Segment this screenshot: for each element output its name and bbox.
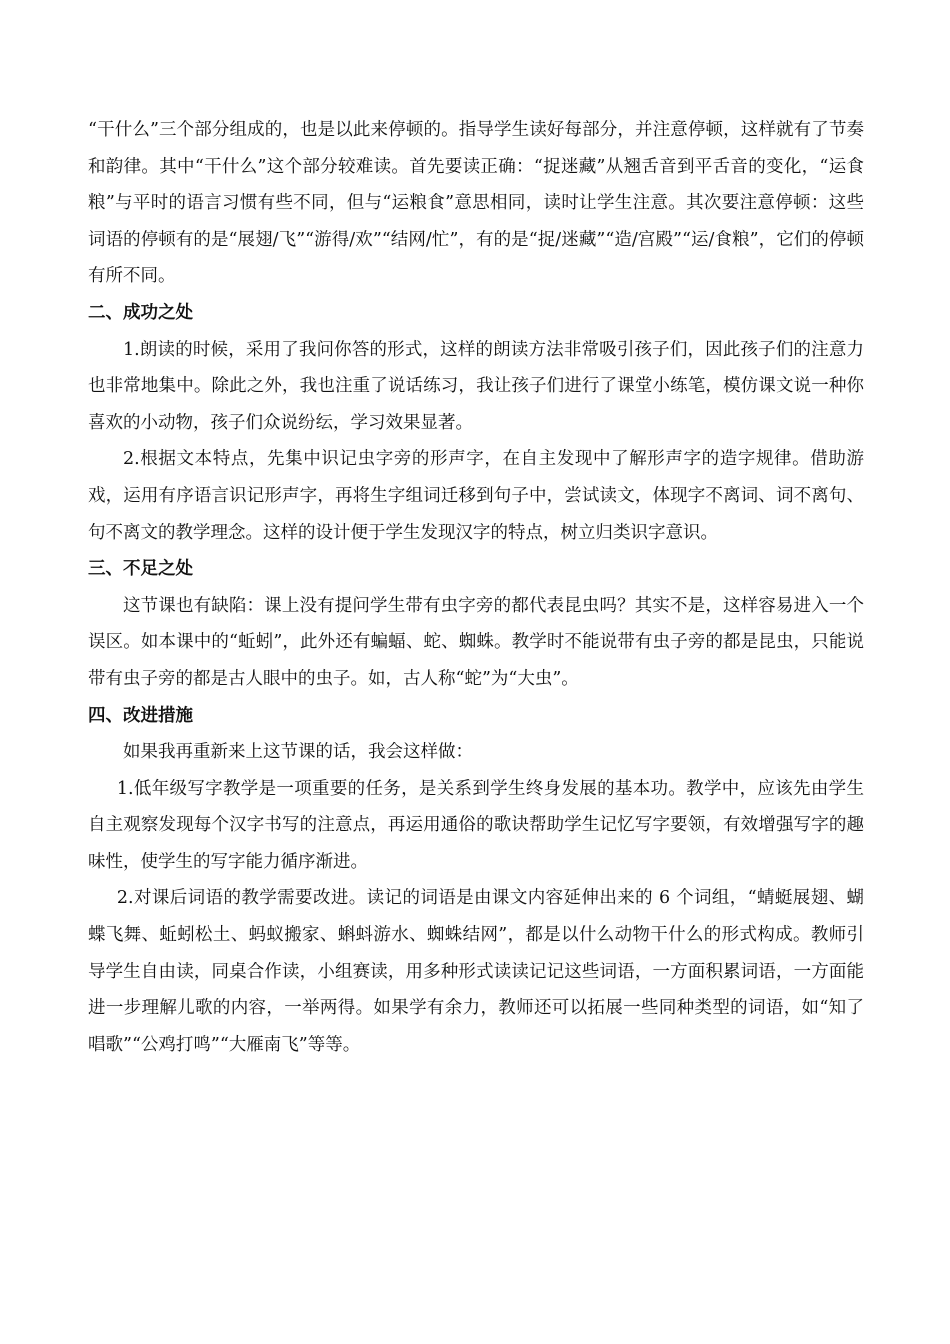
heading-improvements: 四、改进措施 (88, 705, 193, 726)
paragraph-improvements-1: 1.低年级写字教学是一项重要的任务，是关系到学生终身发展的基本功。教学中，应该先由学生自主观察发现每个汉字书写的注意点，再运用通俗的歌诀帮助学生记忆写字要领，有效增强写字的趣味性，使学生的写字能力循序渐进。 (88, 778, 864, 872)
paragraph-shortcomings: 这节课也有缺陷：课上没有提问学生带有虫字旁的都代表昆虫吗？其实不是，这样容易进入一个误区。如本课中的“蚯蚓”，此外还有蝙蝠、蛇、蜘蛛。教学时不能说带有虫子旁的都是昆虫，只能说带有虫子旁的都是古人眼中的虫子。如，古人称“蛇”为“大虫”。 (88, 595, 864, 689)
paragraph-intro: “干什么”三个部分组成的，也是以此来停顿的。指导学生读好每部分，并注意停顿，这样就有了节奏和韵律。其中“干什么”这个部分较难读。首先要读正确：“捉迷藏”从翘舌音到平舌音的变化，“运食粮”与平时的语言习惯有些不同，但与“运粮食”意思相同，读时让学生注意。其次要注意停顿：这些词语的停顿有的是“展翅/飞”“游得/欢”“结网/忙”，有的是“捉/迷藏”“造/宫殿”“运/食粮”，它们的停顿有所不同。 (88, 120, 864, 287)
document-body (88, 112, 864, 1063)
paragraph-success-1: 1.朗读的时候，采用了我问你答的形式，这样的朗读方法非常吸引孩子们，因此孩子们的注意力也非常地集中。除此之外，我也注重了说话练习，我让孩子们进行了课堂小练笔，模仿课文说一种你喜欢的小动物，孩子们众说纷纭，学习效果显著。 (88, 339, 864, 433)
paragraph-improvements-intro: 如果我再重新来上这节课的话，我会这样做： (123, 742, 473, 763)
heading-shortcomings: 三、不足之处 (88, 559, 193, 580)
heading-success: 二、成功之处 (88, 302, 193, 323)
paragraph-improvements-2: 2.对课后词语的教学需要改进。读记的词语是由课文内容延伸出来的 6 个词组，“蜻蜓展翅、蝴蝶飞舞、蚯蚓松土、蚂蚁搬家、蝌蚪游水、蜘蛛结网”，都是以什么动物干什么的形式构成。教师引导学生自由读，同桌合作读，小组赛读，用多种形式读读记记这些词语，一方面积累词语，一方面能进一步理解儿歌的内容，一举两得。如果学有余力，教师还可以拓展一些同种类型的词语，如“知了唱歌”“公鸡打鸣”“大雁南飞”等等。 (88, 888, 864, 1055)
paragraph-success-2: 2.根据文本特点，先集中识记虫字旁的形声字，在自主发现中了解形声字的造字规律。借助游戏，运用有序语言识记形声字，再将生字组词迁移到句子中，尝试读文，体现字不离词、词不离句、句不离文的教学理念。这样的设计便于学生发现汉字的特点，树立归类识字意识。 (88, 449, 864, 543)
